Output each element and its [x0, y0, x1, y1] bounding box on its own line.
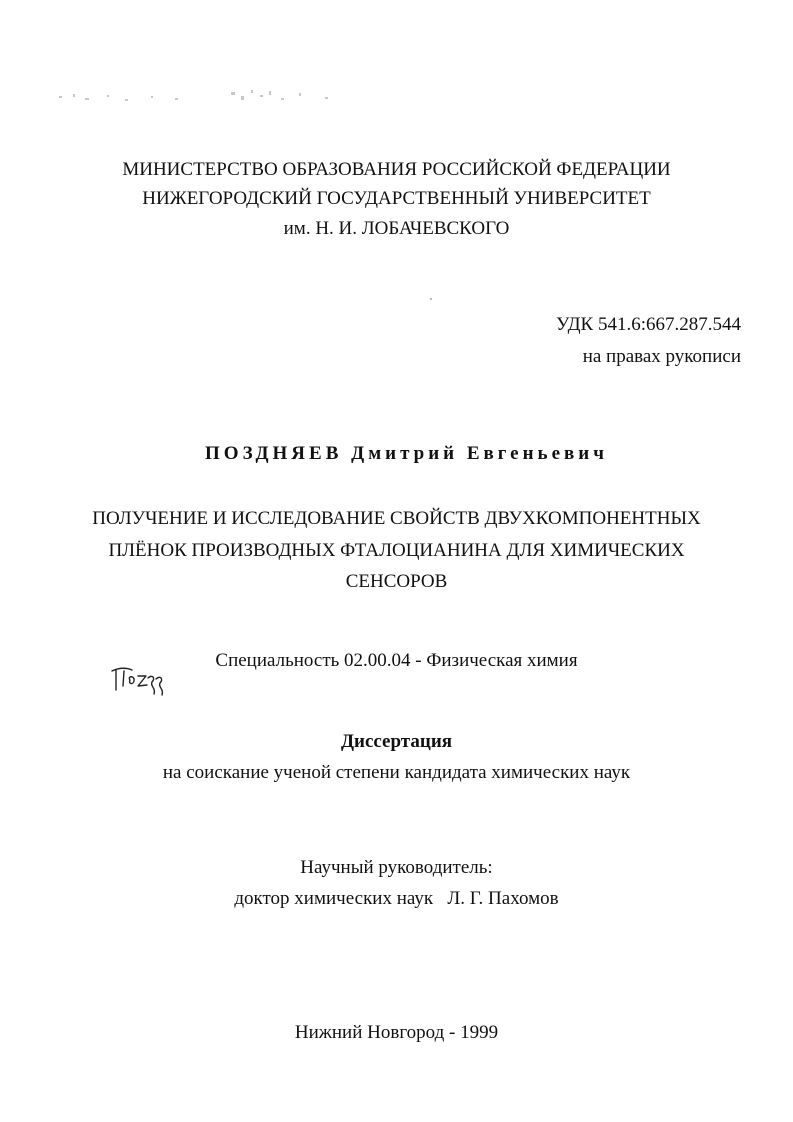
udk-code: УДК 541.6:667.287.544	[556, 314, 741, 335]
specialty: Специальность 02.00.04 - Физическая химия	[215, 650, 578, 671]
author-name: ПОЗДНЯЕВ Дмитрий Евгеньевич	[205, 443, 608, 464]
ministry-heading: МИНИСТЕРСТВО ОБРАЗОВАНИЯ РОССИЙСКОЙ ФЕДЕРАЦИИ	[122, 159, 671, 180]
title-line-1: ПОЛУЧЕНИЕ И ИССЛЕДОВАНИЕ СВОЙСТВ ДВУХКОМПОНЕНТНЫХ	[92, 508, 701, 529]
supervisor-label: Научный руководитель:	[300, 857, 493, 878]
title-line-2: ПЛЁНОК ПРОИЗВОДНЫХ ФТАЛОЦИАНИНА ДЛЯ ХИМИЧЕСКИХ	[108, 540, 685, 561]
place-and-year: Нижний Новгород - 1999	[294, 1022, 499, 1043]
dissertation-heading: Диссертация	[340, 731, 453, 752]
supervisor-name: доктор химических наук Л. Г. Пахомов	[234, 888, 559, 909]
scan-speck	[430, 298, 432, 300]
handwritten-signature	[110, 662, 170, 698]
scan-noise-marks	[55, 86, 345, 110]
university-heading: НИЖЕГОРОДСКИЙ ГОСУДАРСТВЕННЫЙ УНИВЕРСИТЕТ	[142, 188, 651, 209]
university-named-after: им. Н. И. ЛОБАЧЕВСКОГО	[283, 218, 510, 239]
title-line-3: СЕНСОРОВ	[345, 571, 448, 592]
manuscript-rights: на правах рукописи	[582, 346, 741, 367]
degree-description: на соискание ученой степени кандидата химических наук	[162, 762, 631, 783]
